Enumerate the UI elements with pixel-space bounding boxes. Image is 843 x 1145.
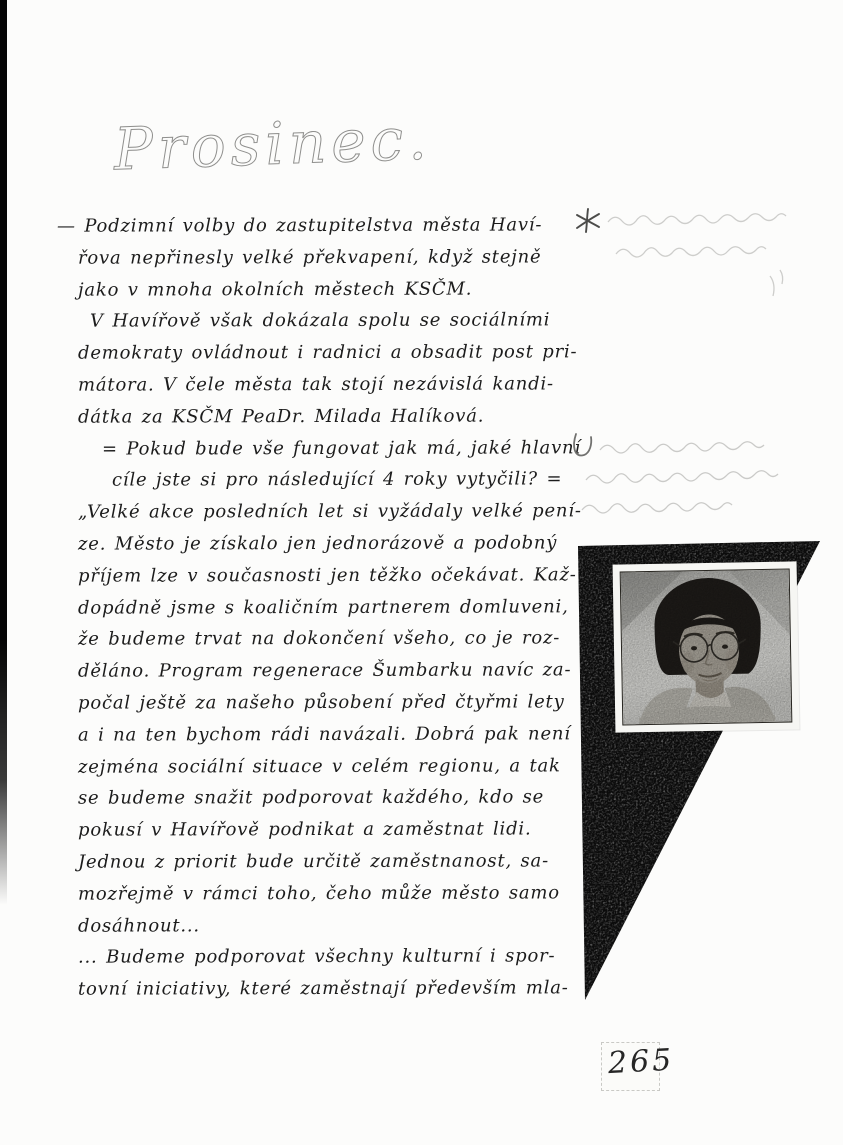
- manuscript-line: ze. Město je získalo jen jednorázově a podobný: [77, 532, 558, 555]
- page-number: 265: [607, 1042, 676, 1082]
- portrait-photo-print: [620, 569, 793, 726]
- manuscript-line: — Podzimní volby do zastupitelstva města Haví-: [56, 214, 543, 237]
- manuscript-line: V Havířově však dokázala spolu se sociálními: [89, 309, 551, 333]
- manuscript-line: ... Budeme podporovat všechny kulturní i spor-: [77, 945, 556, 968]
- manuscript-line: příjem lze v současnosti jen těžko očekávat. Kaž-: [77, 564, 577, 587]
- manuscript-line: mozřejmě v rámci toho, čeho může město samo: [77, 882, 560, 905]
- manuscript-line: „Velké akce posledních let si vyžádaly velké pení-: [77, 500, 582, 523]
- manuscript-line: se budeme snažit podporovat každého, kdo se: [77, 786, 545, 809]
- page-title: [104, 98, 434, 198]
- pencil-flourish: [574, 434, 591, 455]
- photo-grain: [621, 570, 792, 725]
- manuscript-line: cíle jste si pro následující 4 roky vytyčili? =: [111, 468, 563, 491]
- manuscript-line: demokraty ovládnout i radnici a obsadit post pri-: [77, 341, 578, 364]
- portrait-photo: [613, 561, 800, 732]
- scan-edge-artifact: [0, 0, 7, 910]
- manuscript-line: dátka za KSČM PeaDr. Milada Halíková.: [77, 405, 485, 428]
- manuscript-body: [57, 210, 597, 1005]
- margin-note-1: [574, 202, 806, 307]
- manuscript-line: tovní iniciativy, které zaměstnají především mla-: [77, 977, 569, 1000]
- margin-note-2: [570, 428, 810, 528]
- manuscript-line: zejména sociální situace v celém regionu, a tak: [77, 754, 561, 778]
- faint-pencil-line: [582, 442, 778, 513]
- manuscript-line: že budeme trvat na dokončení všeho, co je roz-: [77, 627, 561, 651]
- page-title-text: Prosinec.: [112, 104, 433, 184]
- manuscript-line: = Pokud bude vše fungovat jak má, jaké hlavní: [101, 436, 582, 460]
- manuscript-line: Jednou z priorit bude určitě zaměstnanost, sa-: [77, 850, 549, 873]
- faint-pencil-line: [608, 214, 786, 296]
- manuscript-line: děláno. Program regenerace Šumbarku navíc za-: [77, 659, 572, 682]
- title-pencil-svg: [104, 98, 434, 198]
- manuscript-line: jako v mnoha okolních městech KSČM.: [77, 278, 473, 301]
- manuscript-line: dopádně jsme s koaličním partnerem domluveni,: [77, 595, 569, 619]
- manuscript-line: počal ještě za našeho působení před čtyřmi lety: [77, 691, 565, 714]
- manuscript-line: a i na ten bychom rádi navázali. Dobrá pak není: [77, 723, 571, 746]
- manuscript-line: řova nepřinesly velké překvapení, když stejně: [77, 246, 542, 269]
- asterisk-icon: [577, 209, 599, 232]
- manuscript-line: dosáhnout...: [77, 914, 200, 937]
- manuscript-line: mátora. V čele města tak stojí nezávislá kandi-: [77, 373, 554, 396]
- manuscript-line: pokusí v Havířově podnikat a zaměstnat lidi.: [77, 818, 532, 841]
